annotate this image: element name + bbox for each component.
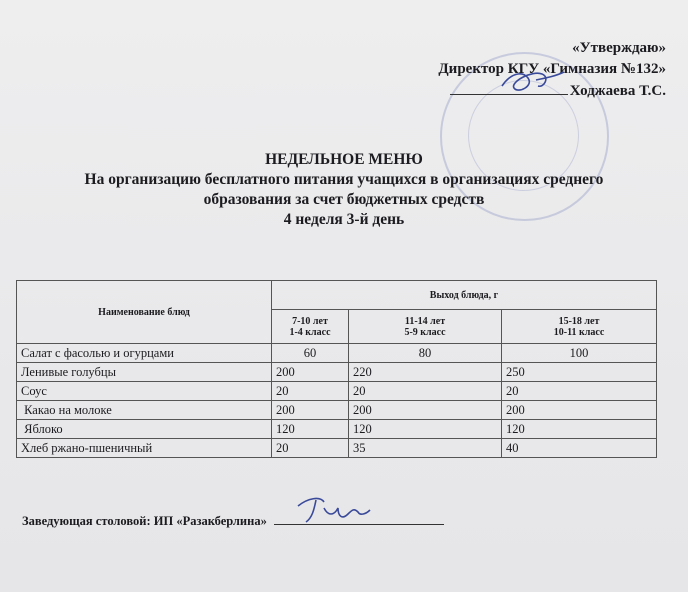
- group-3-grade: 10-11 класс: [553, 326, 605, 338]
- dish-name: Соус: [17, 382, 272, 401]
- director-signature: [498, 64, 568, 100]
- director-position: Директор КГУ «Гимназия №132»: [438, 61, 666, 77]
- yield-group-2: 200: [349, 401, 502, 420]
- yield-group-3: 20: [502, 382, 657, 401]
- document-title: [0, 150, 688, 230]
- dish-name: Салат с фасолью и огурцами: [17, 344, 272, 363]
- group-2-age: 11-14 лет: [404, 315, 446, 327]
- table-row: [17, 401, 657, 420]
- yield-group-3: 40: [502, 439, 657, 458]
- manager-signature-line: [274, 512, 444, 525]
- yield-group-1: 200: [272, 401, 349, 420]
- yield-group-2: 80: [349, 344, 502, 363]
- yield-group-2: 35: [349, 439, 502, 458]
- header-group-2: [349, 310, 502, 344]
- yield-group-3: 120: [502, 420, 657, 439]
- dish-name: Ленивые голубцы: [17, 363, 272, 382]
- director-signature-line: [438, 80, 666, 102]
- yield-group-2: 220: [349, 363, 502, 382]
- yield-group-3: 100: [502, 344, 657, 363]
- group-3-age: 15-18 лет: [558, 315, 600, 327]
- header-group-3: [502, 310, 657, 344]
- header-dish-name: Наименование блюд: [17, 281, 272, 344]
- yield-group-1: 20: [272, 439, 349, 458]
- director-name: Ходжаева Т.С.: [569, 83, 666, 99]
- title-subtitle-1: На организацию бесплатного питания учащихся в организациях среднего: [84, 171, 604, 188]
- manager-signature: [294, 492, 374, 526]
- yield-group-1: 20: [272, 382, 349, 401]
- header-yield: Выход блюда, г: [272, 281, 657, 310]
- header-group-1: [272, 310, 349, 344]
- table-row: [17, 344, 657, 363]
- table-row: [17, 363, 657, 382]
- title-subtitle-2: образования за счет бюджетных средств: [203, 191, 485, 208]
- signature-underline: [450, 80, 568, 95]
- yield-group-1: 60: [272, 344, 349, 363]
- yield-group-1: 200: [272, 363, 349, 382]
- title-main: НЕДЕЛЬНОЕ МЕНЮ: [265, 151, 423, 168]
- dish-name: Яблоко: [17, 420, 272, 439]
- table-row: [17, 420, 657, 439]
- title-day: 4 неделя 3-й день: [283, 211, 405, 228]
- dish-name: Хлеб ржано-пшеничный: [17, 439, 272, 458]
- dish-name: Какао на молоке: [17, 401, 272, 420]
- table-row: [17, 382, 657, 401]
- yield-group-3: 200: [502, 401, 657, 420]
- approval-block: [438, 38, 666, 102]
- menu-table: [16, 280, 657, 458]
- table-header-row: [17, 281, 657, 310]
- yield-group-2: 20: [349, 382, 502, 401]
- approval-heading: «Утверждаю»: [572, 40, 666, 56]
- yield-group-1: 120: [272, 420, 349, 439]
- canteen-manager-label: Заведующая столовой: ИП «Разакберлина»: [22, 514, 267, 528]
- group-2-grade: 5-9 класс: [404, 326, 446, 338]
- group-1-age: 7-10 лет: [292, 315, 328, 327]
- yield-group-3: 250: [502, 363, 657, 382]
- group-1-grade: 1-4 класс: [289, 326, 331, 338]
- footer-signature-block: [22, 512, 444, 529]
- table-row: [17, 439, 657, 458]
- yield-group-2: 120: [349, 420, 502, 439]
